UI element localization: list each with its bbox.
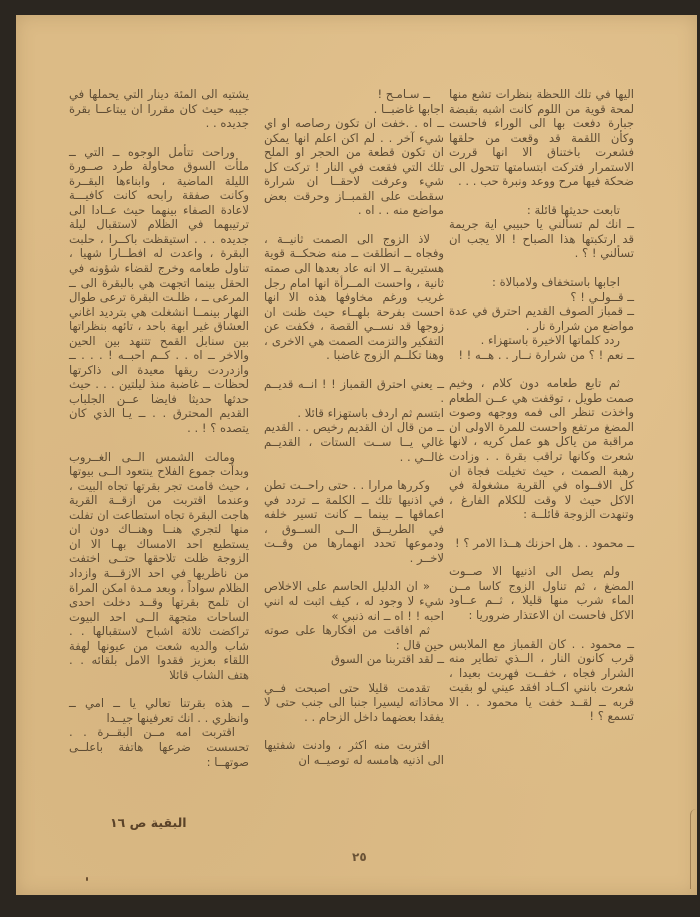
magazine-page — [16, 15, 697, 895]
paragraph: ــ نعم ! ؟ من شرارة نــار . . هــه ! ! — [458, 347, 634, 362]
paragraph: ثم تابع طعامه دون كلام ، وخيم صمت طويل ، توقفت هي عــن الطعام واخذت تنظر الى فمه ووجهه وصوت المضغ مرتفع واحست للمرة الاولى ان مراقبة من ياكل هو عمل كريه ، لانها شعرت وكانها تراقب بقرة . . وزادت رهبة الصمت ، حيث تخيلت فجاة ان كل الافــواه في القرية مشغولة في الاكل حيث لا وقت للكلام الفارغ ، وتنهدت الزوجة قائلــة : — [449, 376, 634, 522]
paper-speck — [86, 877, 88, 881]
paragraph: ــ من قال ان القديم رخيص . . القديم غالي يــا ســت الستات ، القديــم غالــي . . — [264, 420, 444, 464]
paragraph: ــ يعني احترق القمباز ! ! انــه قديــم . — [264, 376, 444, 406]
paragraph: اجابها باستخفاف ولامبالاة : — [492, 275, 620, 290]
paragraph: اجابها غاضبــا . — [373, 101, 444, 116]
paragraph: تابعت حديثها قائلة : — [526, 202, 620, 217]
text-column-left — [69, 87, 249, 769]
paragraph: ابتسم ثم اردف باستهزاء قائلا . — [297, 405, 444, 420]
paragraph: ــ انك لم تسألني يا حبيبي اية جريمة قد ارتكبتها هذا الصباح ! الا يجب ان تسألني ! ؟ . — [449, 217, 634, 261]
paragraph: ــ سـامـح ! — [377, 87, 430, 101]
paragraph: تقدمت قليلا حتى اصبحت فــي محاذاته ليسيرا جنبا الى جنب حتى لا يفقدا بعضهما داخل الزحام . . — [264, 680, 444, 724]
paragraph: ــ محمود . . هل احزنك هــذا الامر ؟ ! — [454, 535, 634, 550]
text-column-right — [449, 87, 634, 724]
paragraph: ولم يصل الى اذنيها الا صــوت المضغ ، ثم تناول الزوج كاسا مــن الماء شرب منها قليلا ، ثــم عــاود الاكل فاحست ان الاعتذار ضروريا : — [449, 564, 634, 622]
paragraph: لاذ الزوج الى الصمت ثانيــة ، وفجاه ــ انطلقت ــ منه ضحكــة قوية هستيرية ــ الا انه عاد بعدها الى صمته ثانية ، واحست المــرأة انها امام رجل غريب ورغم مخاوفها هذه الا انها احست بفرحة بلهــاء حيث ظنت ان زوجها قد نســي القصة ، فكفت عن التفكير والتزمت الصمت هي الاخرى ، وهنا تكلــم الزوج غاضبا . — [264, 231, 444, 363]
paragraph: وراحت تتأمل الوجوه ــ التي ــ ملأت السوق محاولة طرد صــورة الليلة الماضية ، وابناءها البقــرة وكانت صفقة رابحه كانت كافيـــة لاعادة الصفاء بينهما حيث عــادا الى ترتيبهما في الظلام لاستقبال ليلة جديده . . . استيقظت باكــرا ، حلبت البقرة ، واعدت له افطــارا شهيا ، تناول طعامه وخرج لقضاء شؤونه في الحقل بينما اتجهت هي بالبقرة الى ــ المرعى ــ ، ظلـت البقرة ترعى طوال النهار بينمــا انشغلت هي بترديد اغاني العشاق غير ابهة باحد ، تائهه بنظراتها بين سنابل القمح تتنهد بين الحين والاخر ــ اه . . كــم احبــه ! . . . ــ وازدردت ريقها معيدة الى ذاكرتها لحظات ــ غاضبة منذ ليلتين . . . حيث حدثها حديثا فايضا عــن الجلباب القديم المحترق . . ــ يـا الذي كان يتصده ؟ ! . . — [69, 144, 249, 436]
page-curl — [690, 809, 697, 889]
paragraph: اقتربت منه اكثر ، وادنت شفتيها الى اذنيه هامسه له توصيــه ان — [264, 738, 444, 767]
paragraph: اليها في تلك اللحظة بنظرات تشع منها لمحة قوية من اللوم كانت اشبه بقبضة جبارة دفعت بها الى الوراء فاحست وكأن اللقمة قد وقعت من حلقها فشعرت باختناق الا انها قررت الاستمرار فتركت ابتسامتها تتحول الى ضحكة فيها مرح ووعد ونبرة حب . . . — [449, 87, 634, 189]
paragraph: ردد كلماتها الاخيرة باستهزاء . — [480, 333, 620, 348]
paragraph: ــ محمود . . كان القمباز مع الملابس قرب كانون النار ، الــذي تطاير منه الشرار فجاه ، خفــت فهربت بعيدا ، شعرت بانني اكــاد افقد عيني لو بقيت قربه ــ لقــد خفت يا محمود . . الا تسمع ؟ ! — [449, 636, 634, 724]
paragraph: ــ قــولـي ! ؟ — [570, 289, 634, 304]
paragraph: ــ هذه بقرتنا تعالي يا ــ امي ــ وانظري . . انك تعرفينها جيــدا — [69, 696, 249, 725]
paragraph: يشتيه الى المئة دينار التي يحملها في جيبه حيث كان مقررا ان يبتاعــا بقرة جديده . . — [69, 87, 249, 131]
page-number: ٢٥ — [352, 850, 367, 864]
text-column-middle — [264, 87, 444, 767]
paragraph: اقتربت امه مــن البقــرة . . تحسست ضرعها هاتفة باعلــى صوتهــا : — [69, 725, 249, 769]
paragraph: ومالت الشمس الــى الغــروب وبدأت جموع الفلاح ينتعود الــى بيوتها ، حيث قامت تجر بقرتها تجاه البيت ، وعندما اقتربت من ازقــة القرية هاجت البقرة تجاه استطاعت ان تفلت منها لتجري هنــا وهنــاك دون ان يستطيع احد الامساك بهـا الا ان الزوجة ظلت تلاحقها حتــى اختفت من ناظريها في احد الازقـــة وازداد الظلام سواداً ، وبعد مـدة امكن المراة ان تلمح بقرتها وقــد دخلت احدى الساحات متجهة الــى احد البيوت تراكضت ثلاثة اشباح لاستقبالها . . شاب والديه شعت من عيونها لهفة اللقاء بعزيز فقدوا الامل بلقائه . . هتف الشاب قائلا — [69, 449, 249, 682]
continued-on-page-note: البقية ص ١٦ — [110, 815, 187, 830]
paragraph: ــ لقد اقتربنا من السوق — [330, 652, 444, 667]
paragraph: وكررها مرارا . . حتى راحــت تطن في اذنيها تلك ــ الكلمة ــ تردد في اعماقها ــ بينما ــ كانت تسير خلفه في الطريــق الــى الســوق ، ودموعها تحدد انهمارها من وقــت لاخــر . — [264, 478, 444, 565]
paragraph: ــ اه . .خفت ان تكون رصاصه او اي شيء آخر . . لم اكن اعلم انها يمكن ان تكون قطعة من الحجر او الملح تلك التي فقعت في النار ! تركت كل شيء وعرفت لاحقــا ان شرارة سقطت على القمبــاز وحرقت بعض مواضع منه . . اه . — [264, 116, 444, 218]
paragraph: ــ قمباز الصوف القديم احترق في عدة مواضع من شرارة نار . — [449, 304, 634, 333]
paragraph: ثم افاقت من افكارها على صوته حين قال : — [264, 623, 444, 652]
paragraph: « ان الدليل الحاسم على الاخلاص شيء لا وجود له ، كيف اثبت له انني احبه ! ! اه ــ انه ذنبي » — [264, 579, 444, 623]
